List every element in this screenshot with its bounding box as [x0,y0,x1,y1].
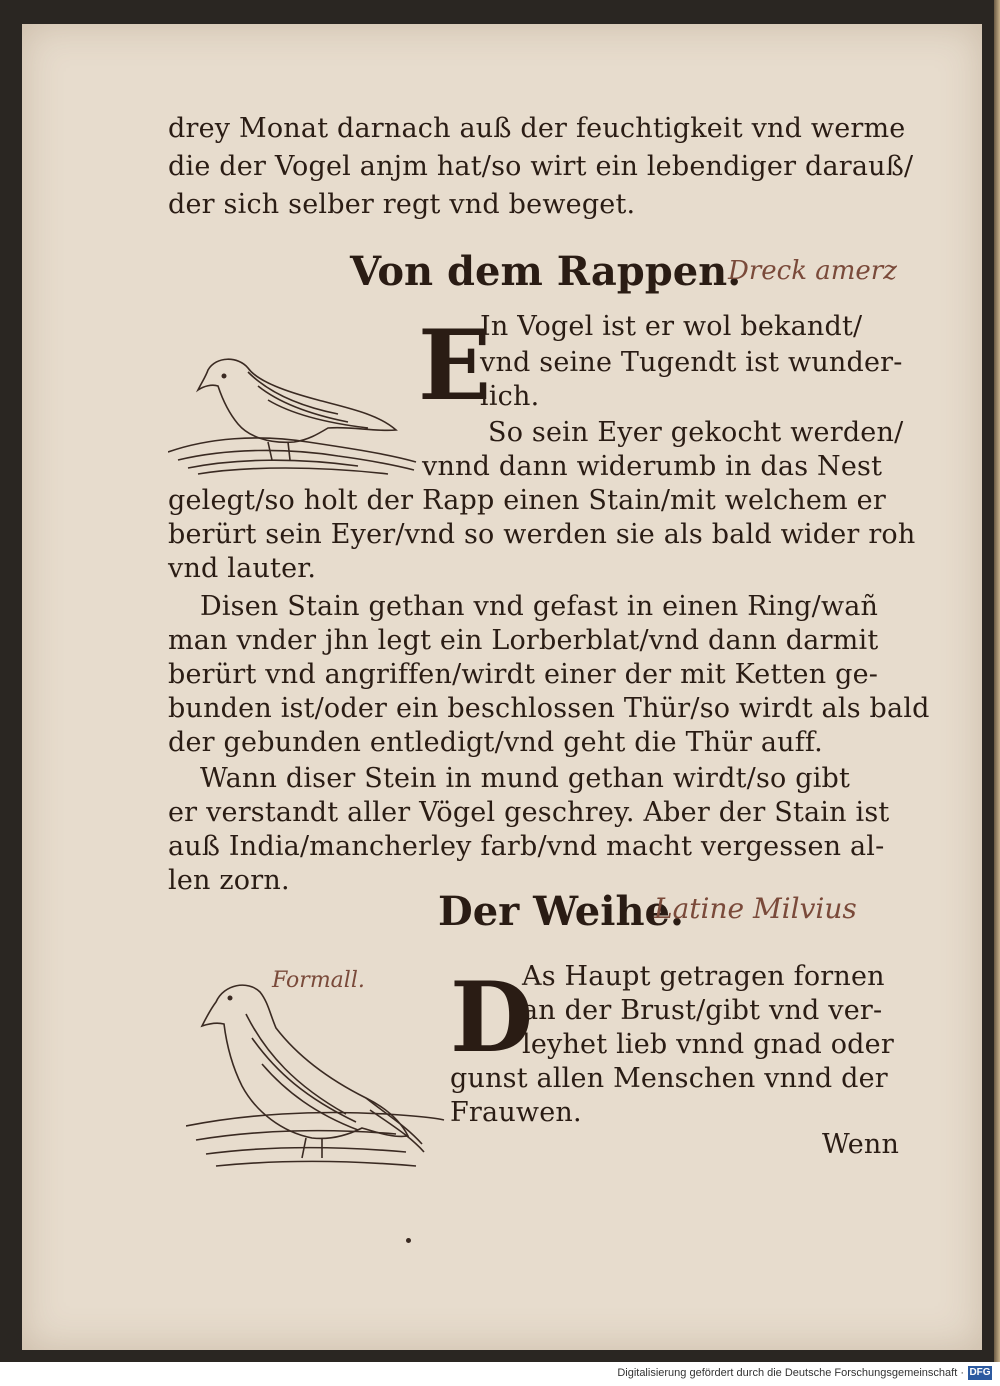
text-line: As Haupt getragen fornen [522,961,885,992]
text-line: Frauwen. [450,1097,582,1128]
text-line: Wann diser Stein in mund gethan wirdt/so gibt [200,763,851,794]
text-line: gunst allen Menschen vnnd der [450,1063,888,1094]
text-line: an der Brust/gibt vnd ver- [522,995,883,1026]
text-line: vnnd dann widerumb in das Nest [422,451,883,482]
text-line: In Vogel ist er wol bekandt/ [480,311,863,342]
book-page [22,24,982,1350]
margin-annotation-weihe: Latine Milvius [654,892,857,925]
text-line: vnd lauter. [168,553,317,584]
text-line: drey Monat darnach auß der feuchtigkeit vnd werme [168,113,906,144]
bird-annotation: Formall. [272,968,365,993]
text-line: len zorn. [168,865,290,896]
initial-letter-d: D [450,961,534,1074]
page-mark [406,1238,411,1243]
catchword: Wenn [822,1129,900,1160]
text-line: der sich selber regt vnd beweget. [168,189,636,220]
kite-woodcut [186,974,446,1174]
footer-credit: Digitalisierung gefördert durch die Deutsche Forschungsgemeinschaft · [617,1367,964,1379]
margin-annotation-rappen: Dreck amerz [728,256,897,286]
text-line: Disen Stain gethan vnd gefast in einen Ring/wañ [200,591,879,622]
initial-letter-e: E [418,309,492,422]
text-line: leyhet lieb vnnd gnad oder [522,1029,894,1060]
section-heading-weihe: Der Weihe. [438,888,684,935]
text-line: bunden ist/oder ein beschlossen Thür/so wirdt als bald [168,693,930,724]
text-line: die der Vogel anjm hat/so wirt ein lebendiger darauß/ [168,151,914,182]
dfg-logo: DFG [969,1367,991,1378]
section-heading-rappen: Von dem Rappen. [350,248,742,295]
footer-bar [0,1362,1000,1386]
text-line: So sein Eyer gekocht werden/ [488,417,904,448]
text-line: lich. [480,381,540,412]
text-line: er verstandt aller Vögel geschrey. Aber der Stain ist [168,797,890,828]
text-line: man vnder jhn legt ein Lorberblat/vnd dann darmit [168,625,879,656]
text-line: berürt sein Eyer/vnd so werden sie als bald wider roh [168,519,916,550]
text-line: auß India/mancherley farb/vnd macht vergessen al- [168,831,885,862]
text-line: vnd seine Tugendt ist wunder- [480,347,903,378]
text-line: der gebunden entledigt/vnd geht die Thür auff. [168,727,823,758]
text-line: gelegt/so holt der Rapp einen Stain/mit welchem er [168,485,886,516]
page-edge [994,0,1000,1362]
text-line: berürt vnd angriffen/wirdt einer der mit Ketten ge- [168,659,879,690]
raven-woodcut [168,342,418,478]
